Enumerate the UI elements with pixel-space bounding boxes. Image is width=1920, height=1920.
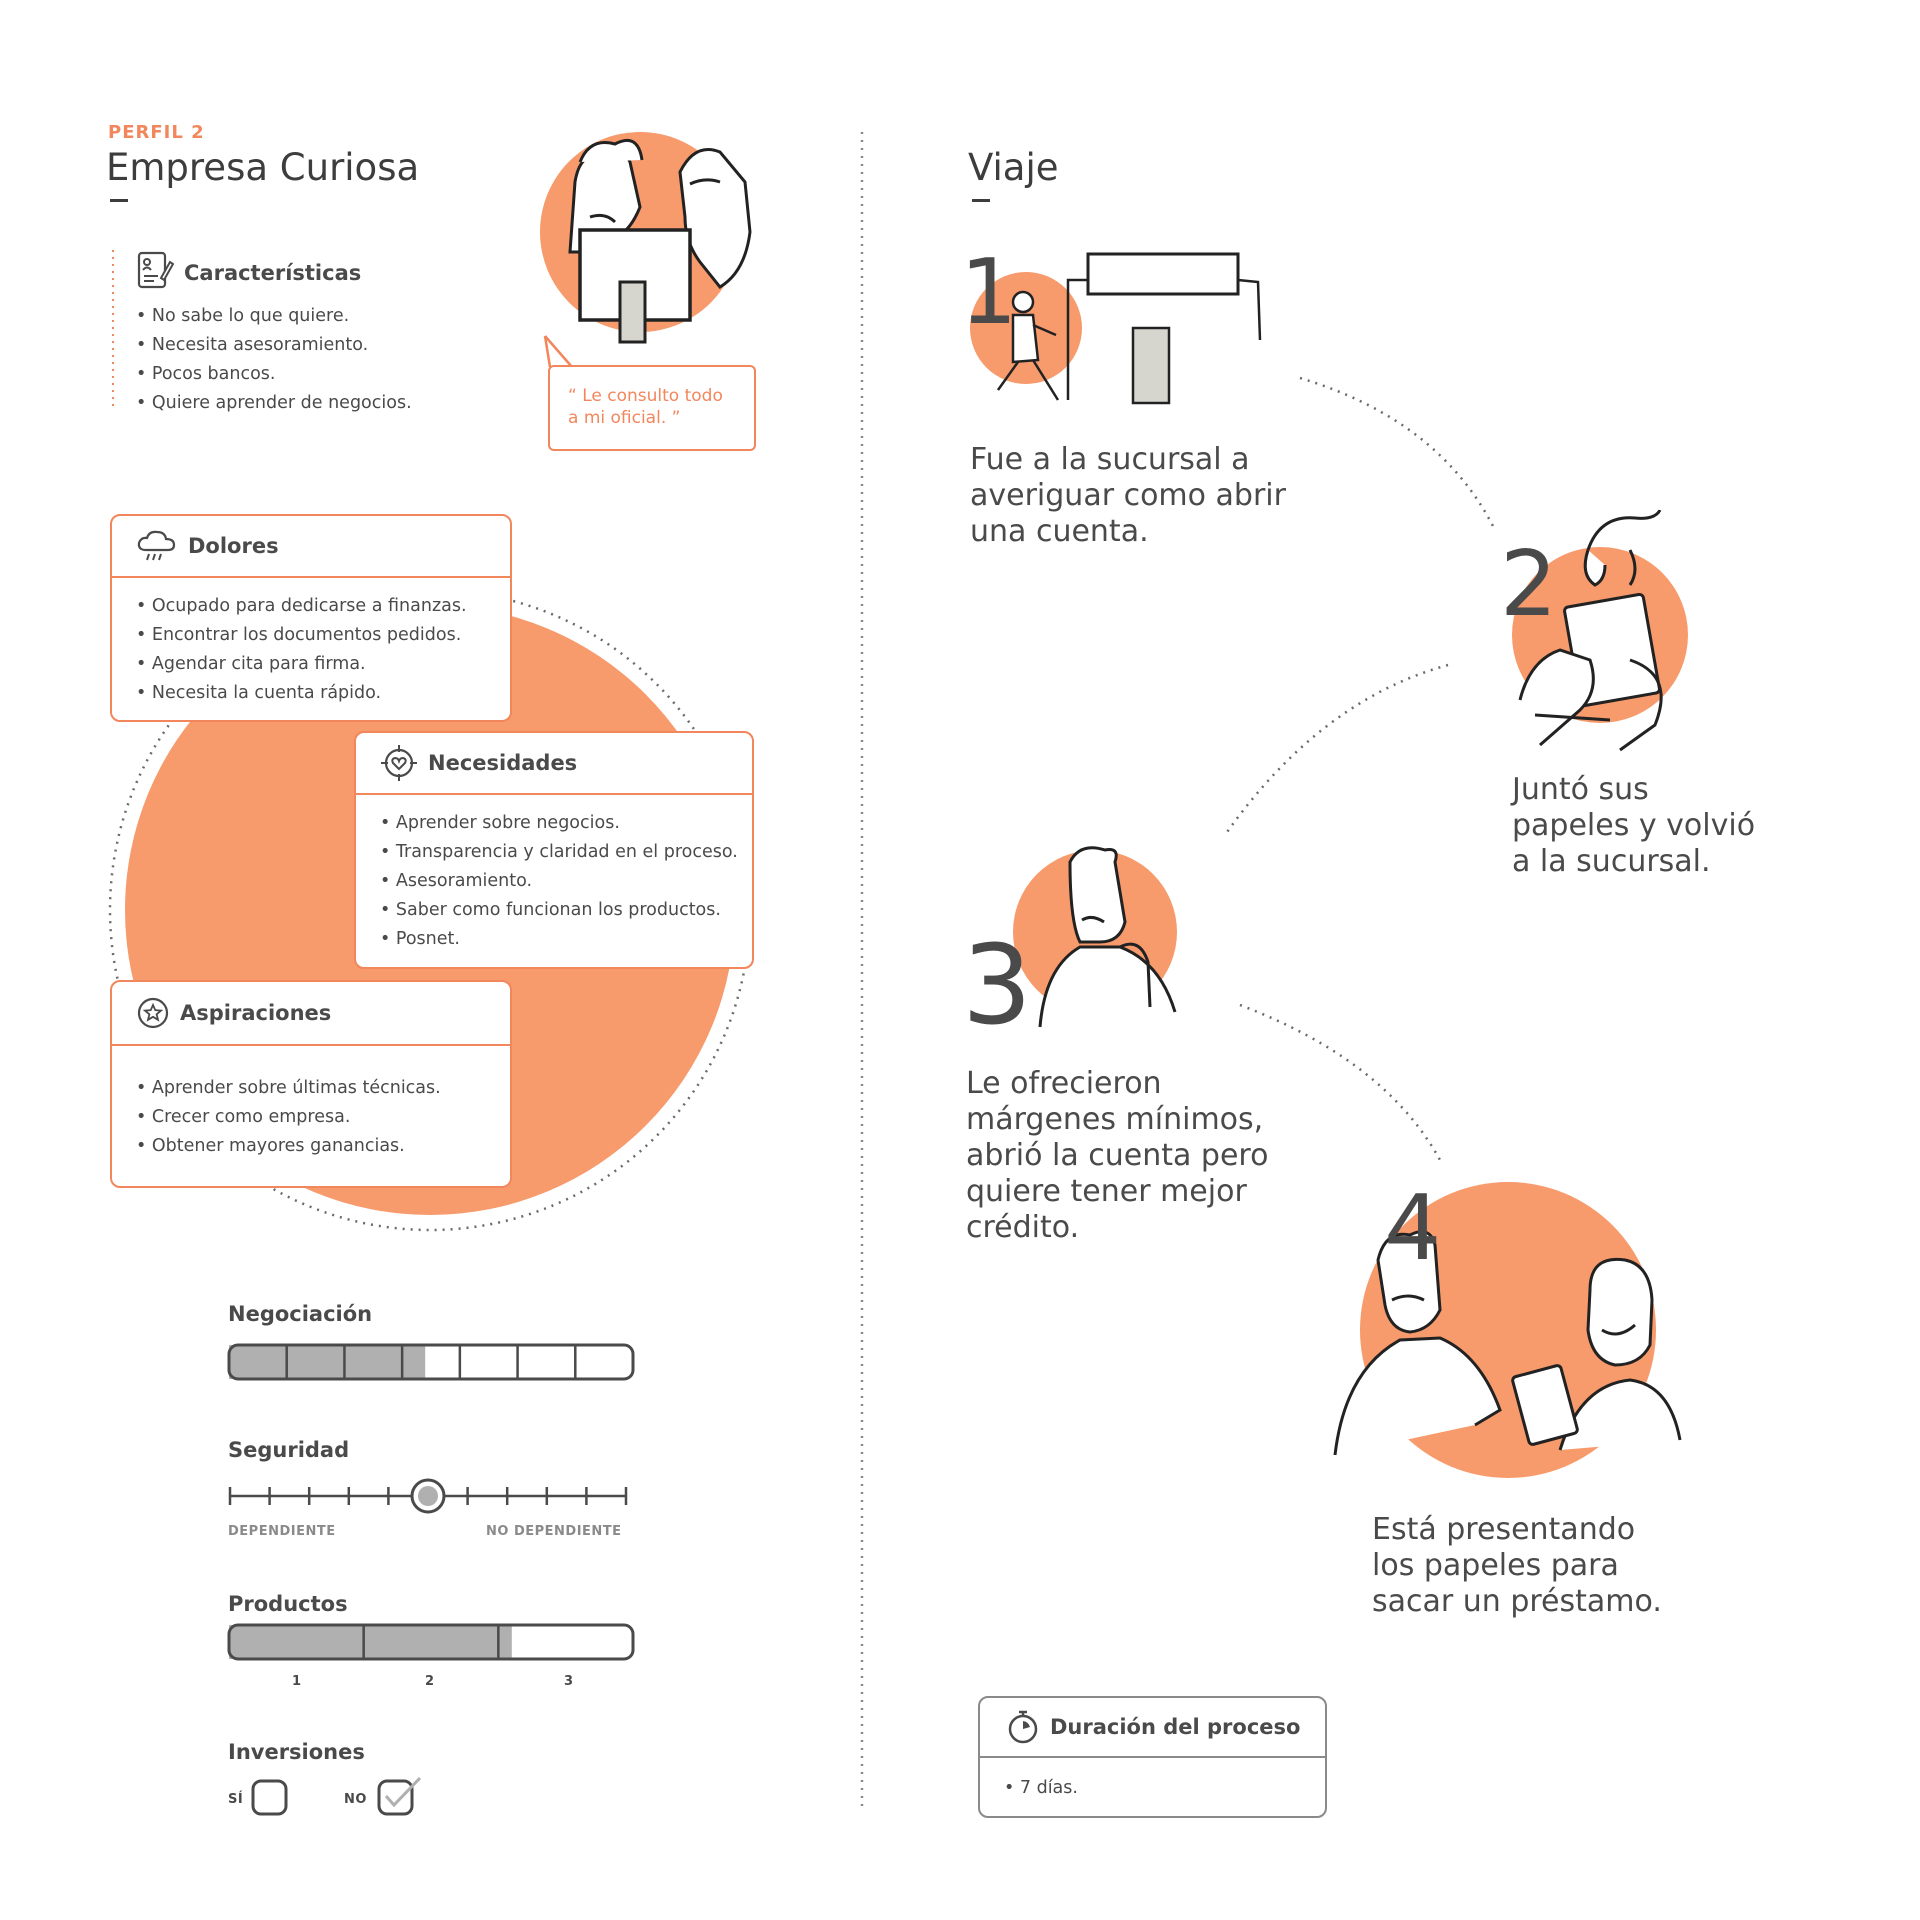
- aspirations-title: Aspiraciones: [180, 1001, 332, 1025]
- duration-card-header: [980, 1698, 1325, 1758]
- needs-card: [354, 731, 754, 969]
- products-tick-label: 2: [425, 1674, 435, 1689]
- needs-list: [356, 795, 752, 954]
- list-item: • Aprender sobre negocios.: [380, 809, 752, 838]
- duration-title: Duración del proceso: [1050, 1715, 1301, 1739]
- list-item: • Posnet.: [380, 925, 752, 954]
- step-4-text: [1372, 1512, 1662, 1620]
- step-line: Le ofrecieron: [966, 1066, 1162, 1101]
- list-item: • Ocupado para dedicarse a finanzas.: [136, 592, 510, 621]
- step-line: averiguar como abrir: [970, 478, 1286, 513]
- products-meter-fill: [229, 1625, 512, 1659]
- step-line: Juntó sus: [1512, 772, 1649, 807]
- step-line: márgenes mínimos,: [966, 1102, 1264, 1137]
- profile-kicker: PERFIL 2: [108, 122, 205, 143]
- profile-document-icon: [136, 250, 174, 292]
- step-line: Está presentando: [1372, 1512, 1636, 1547]
- list-item: • Transparencia y claridad en el proceso.: [380, 838, 752, 867]
- investments-no-checkbox[interactable]: [376, 1774, 424, 1818]
- star-badge-icon: [136, 996, 170, 1030]
- title-dash: [972, 199, 990, 202]
- step-line: crédito.: [966, 1210, 1080, 1245]
- title-dash: [110, 199, 128, 202]
- security-left-label: DEPENDIENTE: [228, 1524, 336, 1539]
- target-heart-icon: [380, 744, 418, 782]
- step-2-text: [1512, 772, 1755, 880]
- step-1-text: [970, 442, 1286, 550]
- list-item: • Agendar cita para firma.: [136, 650, 510, 679]
- quote-line: a mi oficial. ”: [568, 408, 681, 428]
- step-number: 1: [960, 240, 1018, 345]
- profile-illustration: [520, 122, 770, 352]
- security-label: Seguridad: [228, 1438, 350, 1462]
- aspirations-list: [112, 1046, 510, 1161]
- list-item: • Crecer como empresa.: [136, 1103, 510, 1132]
- products-label: Productos: [228, 1592, 348, 1616]
- investments-no-label: NO: [344, 1792, 367, 1807]
- security-right-label: NO DEPENDIENTE: [486, 1524, 622, 1539]
- quote-bubble: [548, 365, 756, 451]
- quote-line: “ Le consulto todo: [568, 386, 723, 406]
- list-item: • Encontrar los documentos pedidos.: [136, 621, 510, 650]
- step-line: los papeles para: [1372, 1548, 1619, 1583]
- list-item: • 7 días.: [1004, 1774, 1325, 1803]
- products-meter: [226, 1622, 636, 1664]
- rain-cloud-icon: [136, 530, 178, 562]
- step-number: 4: [1384, 1176, 1442, 1281]
- negotiation-meter-fill: [229, 1345, 425, 1379]
- products-tick-label: 1: [292, 1674, 302, 1689]
- pains-list: [112, 578, 510, 708]
- step-line: abrió la cuenta pero: [966, 1138, 1269, 1173]
- step-line: papeles y volvió: [1512, 808, 1756, 843]
- investments-yes-label: SÍ: [228, 1792, 244, 1807]
- list-item: • No sabe lo que quiere.: [136, 302, 412, 331]
- products-tick-label: 3: [564, 1674, 574, 1689]
- list-item: • Aprender sobre últimas técnicas.: [136, 1074, 510, 1103]
- step-number: 3: [962, 921, 1032, 1049]
- step-number: 2: [1500, 532, 1558, 637]
- list-item: • Necesita asesoramiento.: [136, 331, 412, 360]
- list-item: • Asesoramiento.: [380, 867, 752, 896]
- security-slider: [226, 1474, 636, 1518]
- pains-card: [110, 514, 512, 722]
- characteristics-title: Características: [184, 261, 362, 285]
- step-line: quiere tener mejor: [966, 1174, 1247, 1209]
- list-item: • Quiere aprender de negocios.: [136, 389, 412, 418]
- security-slider-knob-center: [418, 1486, 438, 1506]
- pains-title: Dolores: [188, 534, 279, 558]
- list-item: • Pocos bancos.: [136, 360, 412, 389]
- step-line: una cuenta.: [970, 514, 1149, 549]
- list-item: • Saber como funcionan los productos.: [380, 896, 752, 925]
- investments-label: Inversiones: [228, 1740, 365, 1764]
- characteristics-list: [136, 302, 412, 418]
- list-item: • Necesita la cuenta rápido.: [136, 679, 510, 708]
- duration-list: [980, 1758, 1325, 1803]
- profile-title: Empresa Curiosa: [106, 146, 420, 189]
- step-3-text: [966, 1066, 1268, 1246]
- aspirations-card: [110, 980, 512, 1188]
- needs-title: Necesidades: [428, 751, 578, 775]
- negotiation-meter: [226, 1342, 636, 1384]
- characteristics-dotted-line: [110, 250, 116, 410]
- aspirations-card-header: [112, 982, 510, 1046]
- step-line: sacar un préstamo.: [1372, 1584, 1662, 1619]
- duration-card: [978, 1696, 1327, 1818]
- column-divider: [859, 132, 865, 1812]
- journey-title: Viaje: [968, 146, 1059, 189]
- needs-card-header: [356, 733, 752, 795]
- list-item: • Obtener mayores ganancias.: [136, 1132, 510, 1161]
- step-line: a la sucursal.: [1512, 844, 1711, 879]
- step-line: Fue a la sucursal a: [970, 442, 1250, 477]
- pains-card-header: [112, 516, 510, 578]
- negotiation-label: Negociación: [228, 1302, 373, 1326]
- stopwatch-icon: [1006, 1709, 1040, 1745]
- investments-yes-checkbox[interactable]: [250, 1778, 290, 1818]
